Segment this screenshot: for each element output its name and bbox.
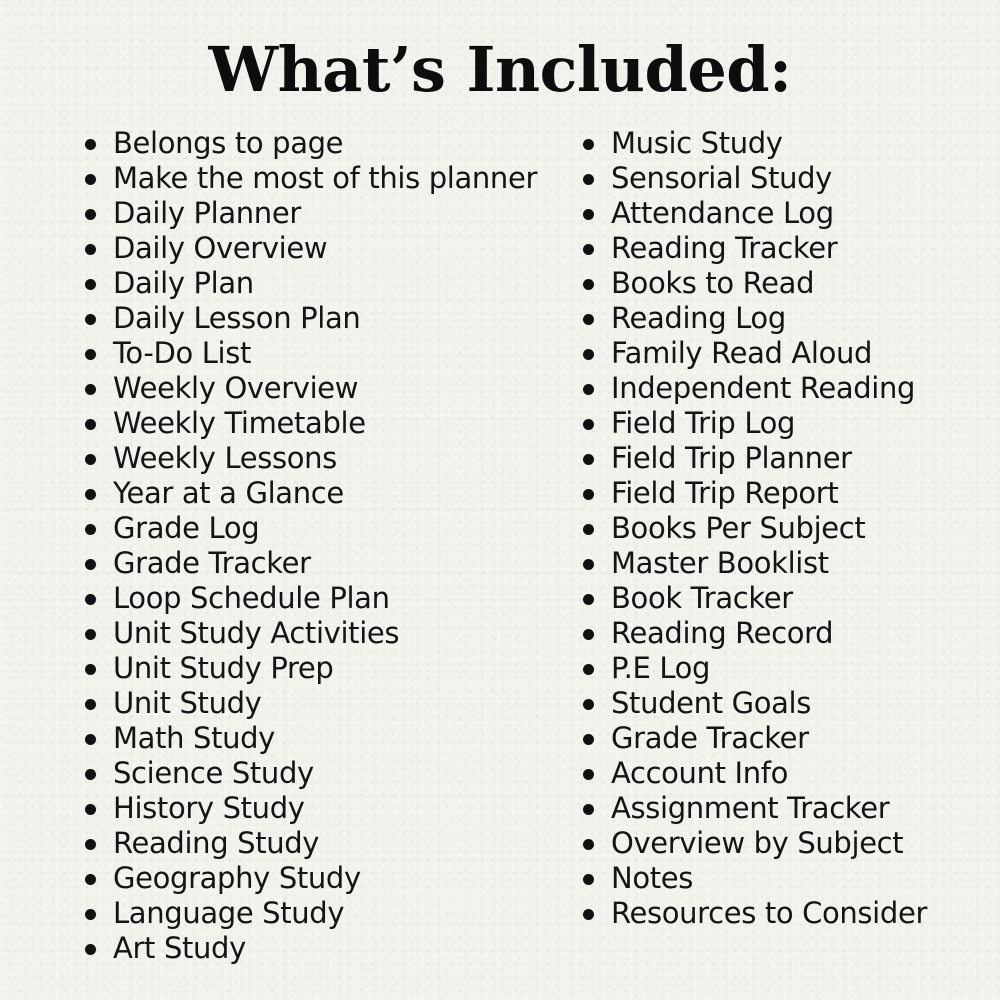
list-item: Grade Log: [80, 511, 570, 546]
list-item: Grade Tracker: [578, 721, 978, 756]
list-item: P.E Log: [578, 651, 978, 686]
list-item: Overview by Subject: [578, 826, 978, 861]
list-item: Grade Tracker: [80, 546, 570, 581]
list-item: Reading Study: [80, 826, 570, 861]
list-item: Family Read Aloud: [578, 336, 978, 371]
list-item: Reading Tracker: [578, 231, 978, 266]
list-item: Weekly Lessons: [80, 441, 570, 476]
list-item: Daily Lesson Plan: [80, 301, 570, 336]
list-item: Make the most of this planner: [80, 161, 570, 196]
list-item: Resources to Consider: [578, 896, 978, 931]
list-item: Books to Read: [578, 266, 978, 301]
list-item: Weekly Timetable: [80, 406, 570, 441]
list-item: Language Study: [80, 896, 570, 931]
list-item: Daily Planner: [80, 196, 570, 231]
list-item: Daily Plan: [80, 266, 570, 301]
list-item: Daily Overview: [80, 231, 570, 266]
list-item: Science Study: [80, 756, 570, 791]
list-item: Student Goals: [578, 686, 978, 721]
list-item: Reading Log: [578, 301, 978, 336]
list-item: Field Trip Planner: [578, 441, 978, 476]
list-item: Unit Study Activities: [80, 616, 570, 651]
page-title: What’s Included:: [208, 33, 792, 106]
list-item: Field Trip Report: [578, 476, 978, 511]
list-item: Unit Study Prep: [80, 651, 570, 686]
list-item: Assignment Tracker: [578, 791, 978, 826]
list-item: Books Per Subject: [578, 511, 978, 546]
list-item: History Study: [80, 791, 570, 826]
list-item: Sensorial Study: [578, 161, 978, 196]
list-item: Master Booklist: [578, 546, 978, 581]
list-item: Math Study: [80, 721, 570, 756]
list-item: Geography Study: [80, 861, 570, 896]
list-item: Weekly Overview: [80, 371, 570, 406]
included-list-left: [80, 126, 570, 966]
list-item: Year at a Glance: [80, 476, 570, 511]
list-item: Art Study: [80, 931, 570, 966]
list-item: Loop Schedule Plan: [80, 581, 570, 616]
list-item: Field Trip Log: [578, 406, 978, 441]
included-list-right: [578, 126, 978, 931]
list-item: Independent Reading: [578, 371, 978, 406]
list-item: Reading Record: [578, 616, 978, 651]
list-item: To-Do List: [80, 336, 570, 371]
list-item: Unit Study: [80, 686, 570, 721]
list-item: Notes: [578, 861, 978, 896]
list-item: Account Info: [578, 756, 978, 791]
list-item: Attendance Log: [578, 196, 978, 231]
list-item: Music Study: [578, 126, 978, 161]
list-item: Belongs to page: [80, 126, 570, 161]
list-item: Book Tracker: [578, 581, 978, 616]
